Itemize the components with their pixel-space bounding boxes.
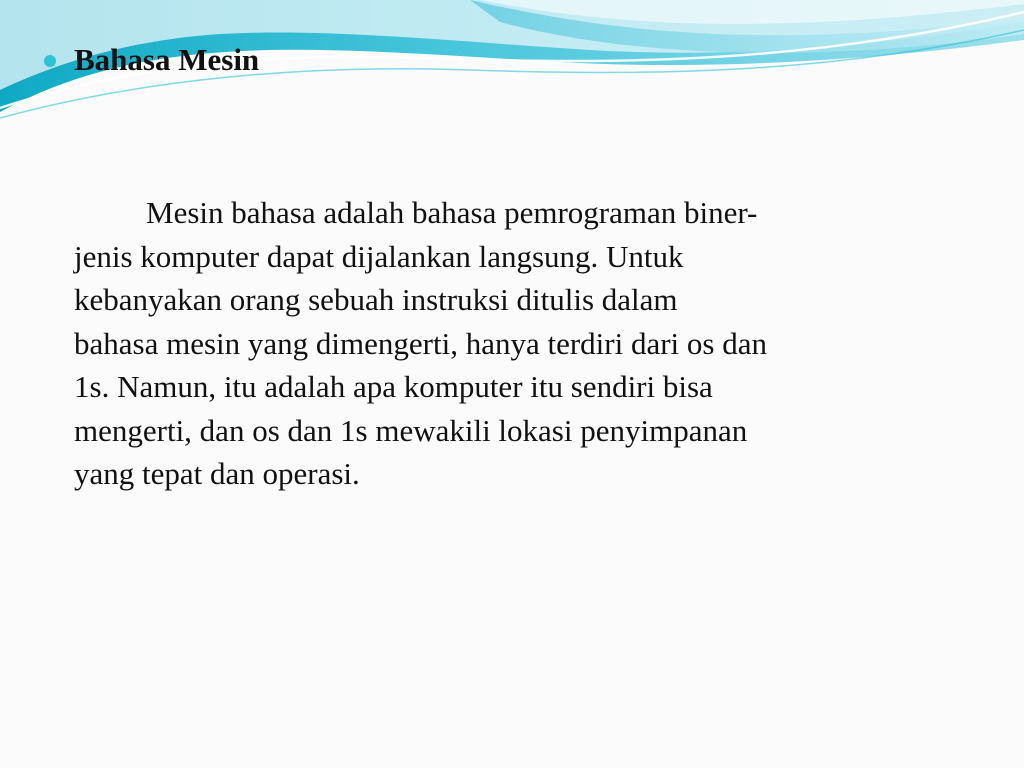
paragraph-line: yang tepat dan operasi. <box>74 456 360 491</box>
paragraph-line: bahasa mesin yang dimengerti, hanya terdiri dari os dan <box>74 325 767 361</box>
paragraph-line: Mesin bahasa adalah bahasa pemrograman biner- <box>146 195 758 230</box>
bullet-heading <box>44 40 259 80</box>
paragraph-line: jenis komputer dapat dijalankan langsung. Untuk <box>74 238 684 274</box>
body-paragraph <box>74 191 974 496</box>
paragraph-line: mengerti, dan os dan 1s mewakili lokasi penyimpanan <box>74 412 748 448</box>
round-bullet-icon <box>44 55 56 67</box>
paragraph-line: kebanyakan orang sebuah instruksi ditulis dalam <box>74 282 678 317</box>
paragraph-line: 1s. Namun, itu adalah apa komputer itu sendiri bisa <box>74 369 713 404</box>
slide-heading: Bahasa Mesin <box>74 42 260 77</box>
